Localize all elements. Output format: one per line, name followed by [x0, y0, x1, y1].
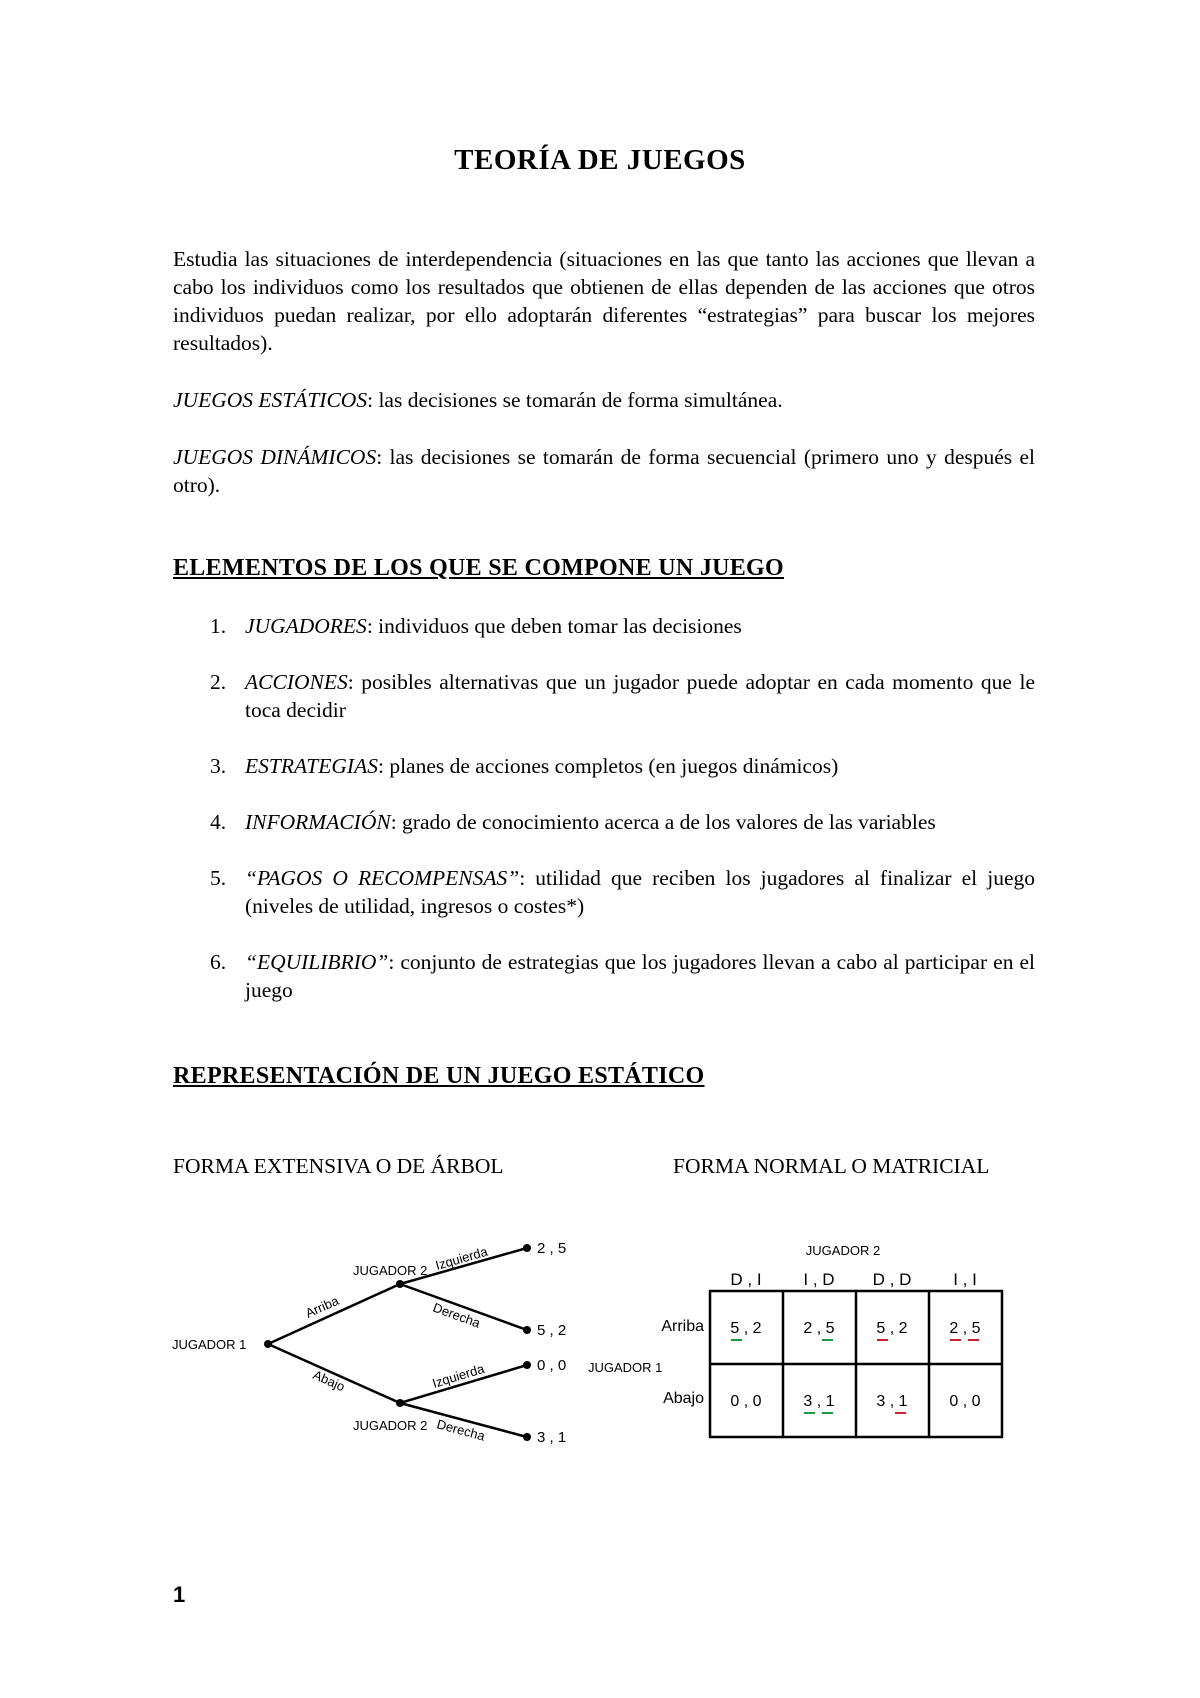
node-top: [396, 1280, 404, 1288]
matrix-cell: 5 , 2: [730, 1320, 762, 1337]
matrix-col-header: D , I: [730, 1270, 762, 1289]
matrix-col-header: I , I: [953, 1270, 977, 1289]
terminal-node: [523, 1361, 531, 1369]
tree-bottom-left-label: Izquierda: [430, 1360, 487, 1391]
matrix-row-header: Arriba: [661, 1318, 704, 1335]
tree-node-bottom-label: JUGADOR 2: [353, 1418, 428, 1433]
tree-payoff: 0 , 0: [537, 1357, 567, 1374]
tree-branch-down-label: Abajo: [310, 1367, 348, 1395]
static-games-paragraph: [173, 386, 1035, 414]
tree-payoff: 3 , 1: [537, 1429, 567, 1446]
page-number: 1: [173, 1582, 186, 1607]
tree-node-top-label: JUGADOR 2: [353, 1263, 428, 1278]
tree-root-label: JUGADOR 1: [172, 1337, 247, 1352]
tree-bottom-right-label: Derecha: [435, 1416, 487, 1444]
payoff-matrix: [580, 1235, 1040, 1455]
matrix-row-player: JUGADOR 1: [588, 1360, 663, 1375]
node-bottom: [396, 1399, 404, 1407]
matrix-cell: 2 , 5: [803, 1320, 835, 1337]
matrix-cell: 2 , 5: [949, 1320, 981, 1337]
matrix-cell: 3 , 1: [876, 1393, 908, 1410]
matrix-cell: 3 , 1: [803, 1393, 835, 1410]
normal-form-label: FORMA NORMAL O MATRICIAL: [673, 1154, 990, 1178]
matrix-row-header: Abajo: [663, 1390, 704, 1407]
static-games-text: : las decisiones se tomarán de forma simultánea.: [367, 388, 783, 412]
dynamic-games-paragraph: [173, 443, 1035, 499]
tree-payoff: 2 , 5: [537, 1240, 567, 1257]
elements-heading: ELEMENTOS DE LOS QUE SE COMPONE UN JUEGO: [173, 555, 784, 581]
matrix-cell: 5 , 2: [876, 1320, 908, 1337]
branch-down: [268, 1344, 400, 1403]
matrix-cell: 0 , 0: [949, 1393, 981, 1410]
matrix-col-header: I , D: [803, 1270, 835, 1289]
dynamic-games-term: JUEGOS DINÁMICOS: [173, 445, 377, 469]
node-root: [264, 1340, 272, 1348]
representation-heading: REPRESENTACIÓN DE UN JUEGO ESTÁTICO: [173, 1063, 705, 1089]
static-games-term: JUEGOS ESTÁTICOS: [173, 388, 368, 412]
tree-branch-up-label: Arriba: [303, 1292, 341, 1321]
document-page: TEORÍA DE JUEGOS Estudia las situaciones de interdependencia (situaciones en las que tanto las acciones que llevan a cabo los individuos como los resultados que obtienen de ellas dependen de las acciones que otros individuos puedan realizar, por ello adoptarán diferentes “estrategias” para buscar los mejores resultados). JUEGOS ESTÁTICOS: las decisiones se tomarán de forma simultánea. JUEGOS DINÁMICOS: las decisiones se tomarán de forma secuencial (primero uno y después el otro). ELEMENTOS DE LOS QUE SE COMPONE UN JUEGO 1. JUGADORES: individuos que deben tomar las decisiones 2. ACCIONES: posibles alternativas que un jugador puede adoptar en cada momento que le toca decidir 3. ESTRATEGIAS: planes de acciones completos (en juegos dinámicos) 4. INFORMACIÓN: grado de conocimiento acerca a de los valores de las variables 5. “PAGOS O RECOMPENSAS”: utilidad que reciben los jugadores al finalizar el juego (niveles de utilidad, ingresos o costes*) 6. “EQUILIBRIO”: conjunto de estrategias que los jugadores llevan a cabo al participar en el juego REPRESENTACIÓN DE UN JUEGO ESTÁTICO FORMA EXTENSIVA O DE ÁRBOL FORMA NORMAL O MATRICIAL JUGADOR 1 JUGADOR 2 JUGADOR 2 Arriba Abajo Izquierda Derecha Izquierda Derecha 2 , 5 5 , 2 0 , 0 3 , 1 JUGADOR 2 JUGADOR 1 D , I I , D D , D I , I Arriba Abajo 5 , 2 2 , 5 5 , 2 2 , 5 0 , 0 3 , 1 3 , 1 0 , 0 1: [0, 0, 1200, 1698]
intro-paragraph: Estudia las situaciones de interdependencia (situaciones en las que tanto las acciones que llevan a cabo los individuos como los resultados que obtienen de ellas dependen de las acciones que otros individuos puedan realizar, por ello adoptarán diferentes “estrategias” para buscar los mejores resultados).: [173, 247, 1035, 355]
tree-payoff: 5 , 2: [537, 1322, 567, 1339]
extensive-form-label: FORMA EXTENSIVA O DE ÁRBOL: [173, 1154, 504, 1178]
tree-top-right-label: Derecha: [430, 1299, 483, 1331]
matrix-col-player: JUGADOR 2: [805, 1243, 881, 1258]
matrix-col-header: D , D: [872, 1270, 912, 1289]
game-tree: [170, 1220, 590, 1460]
dynamic-games-text: : las decisiones se tomarán de forma secuencial (primero uno y después el otro).: [173, 445, 1035, 497]
tree-top-left-label: Izquierda: [433, 1243, 490, 1273]
page-title: TEORÍA DE JUEGOS: [454, 144, 746, 176]
matrix-cell: 0 , 0: [730, 1393, 762, 1410]
terminal-node: [523, 1433, 531, 1441]
terminal-node: [523, 1244, 531, 1252]
terminal-node: [523, 1326, 531, 1334]
